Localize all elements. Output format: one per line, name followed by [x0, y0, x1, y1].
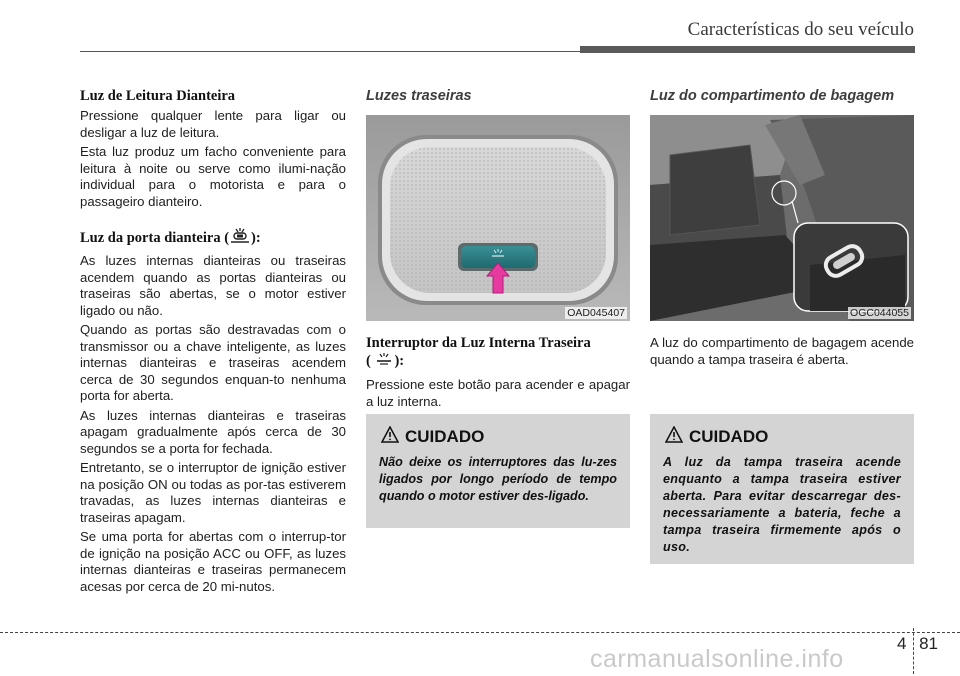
column-front-reading-light	[80, 88, 346, 595]
paragraph: Entretanto, se o interruptor de ignição estiver na posição ON ou todas as por-tas estiverem travadas, as luzes internas dianteiras e traseiras apagam.	[80, 460, 346, 525]
warning-text: A luz da tampa traseira acende enquanto a tampa traseira estiver aberta. Para evitar descarregar des-necessariamente a bateria, feche a tampa traseira firmemente após o uso.	[663, 455, 901, 554]
paragraph: As luzes internas dianteiras ou traseiras acendem quando as portas dianteiras ou traseiras são abertas, se o motor estiver ligado ou não.	[80, 253, 346, 318]
paragraph: Se uma porta for abertas com o interrup-tor de ignição na posição ACC ou OFF, as luzes internas dianteiras e traseiras permanecem acesas por cerca de 20 mi-nutos.	[80, 529, 346, 594]
rear-lamp-photo	[366, 115, 630, 321]
header-rule-thin	[80, 51, 580, 52]
paragraph: As luzes internas dianteiras e traseiras apagam gradualmente após cerca de 30 segundos se a porta for fechada.	[80, 407, 346, 456]
footer-rule	[0, 632, 960, 633]
page-number: 81	[919, 634, 938, 653]
heading-front-door-light: Luz da porta dianteira ( ):	[80, 227, 346, 250]
heading-cargo-light: Luz do compartimento de bagagem	[650, 88, 895, 104]
paragraph: Pressione este botão para acender e apagar a luz interna.	[366, 377, 630, 409]
heading-rear-lights: Luzes traseiras	[366, 88, 472, 104]
warning-text: Não deixe os interruptores das lu-zes ligados por longo período de tempo quando o motor estiver des-ligado.	[379, 455, 617, 503]
page-header-title: Características do seu veículo	[687, 19, 914, 40]
column-cargo-light	[650, 88, 914, 368]
rear-lamp-illustration	[366, 115, 630, 321]
photo-caption: OAD045407	[567, 307, 625, 319]
page-number-divider	[913, 628, 914, 674]
paragraph: Quando as portas são destravadas com o transmissor ou a chave inteligente, as luzes internas dianteiras e traseiras acendem cerca de 30 segundos enquan-to nenhuma porta for aberta.	[80, 322, 346, 403]
rear-lamp-icon	[374, 352, 394, 371]
warning-triangle-icon	[665, 426, 683, 448]
paragraph: Esta luz produz um facho conveniente para leitura à noite ou serve como ilumi-nação individual para o motorista e para o passageiro dianteiro.	[80, 144, 346, 209]
header-rule-thick	[580, 46, 915, 53]
photo-caption: OGC044055	[850, 307, 909, 319]
warning-triangle-icon	[381, 426, 399, 448]
warning-box	[366, 414, 630, 528]
warning-box	[650, 414, 914, 564]
heading-rear-interior-switch: Interruptor da Luz Interna Traseira ( ):	[366, 335, 630, 371]
watermark: carmanualsonline.info	[590, 645, 844, 673]
column-rear-lights	[366, 88, 630, 410]
cargo-area-photo	[650, 115, 914, 321]
warning-title: CUIDADO	[665, 426, 901, 448]
heading-front-reading-light: Luz de Leitura Dianteira	[80, 88, 236, 104]
door-light-icon	[229, 227, 251, 250]
paragraph: A luz do compartimento de bagagem acende quando a tampa traseira é aberta.	[650, 335, 914, 367]
cargo-area-illustration	[650, 115, 914, 321]
paragraph: Pressione qualquer lente para ligar ou desligar a luz de leitura.	[80, 108, 346, 140]
warning-title: CUIDADO	[381, 426, 617, 448]
chapter-number: 4	[897, 634, 907, 653]
